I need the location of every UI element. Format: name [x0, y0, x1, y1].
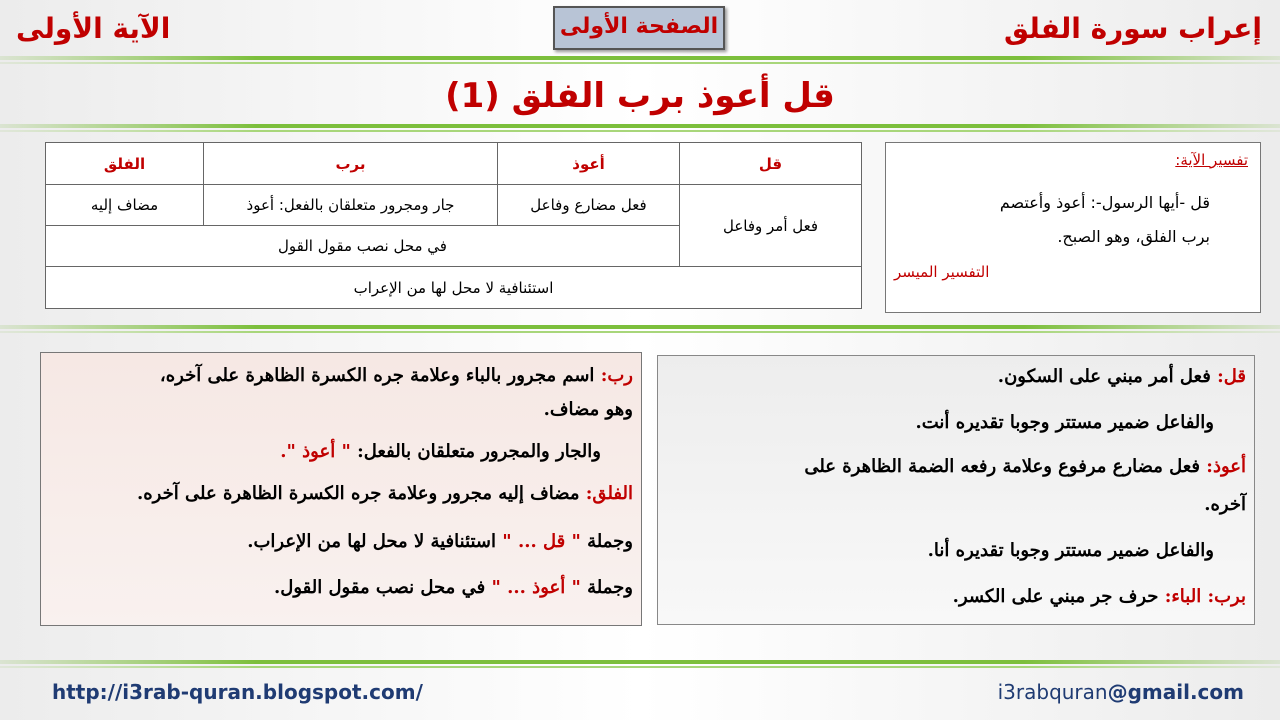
right-line-4: آخره. — [1204, 494, 1246, 515]
table-header-birabbi: برب — [204, 143, 498, 185]
tafsir-source: التفسير الميسر — [894, 263, 990, 281]
email-link[interactable] — [998, 680, 1244, 704]
left-line-1 — [160, 365, 633, 386]
tafsir-line-1: قل -أيها الرسول-: أعوذ وأعتصم — [999, 193, 1210, 212]
table-cell-istinaf: استئنافية لا محل لها من الإعراب — [46, 267, 862, 309]
blog-link[interactable]: http://i3rab-quran.blogspot.com/ — [52, 680, 423, 704]
table-cell-aoodhu: فعل مضارع وفاعل — [498, 185, 680, 226]
right-line-2: والفاعل ضمير مستتر وجوبا تقديره أنت. — [915, 412, 1214, 433]
divider-verse-thin — [0, 130, 1280, 132]
right-line-3 — [804, 456, 1246, 477]
surah-title: إعراب سورة الفلق — [1003, 12, 1262, 45]
left-line-6 — [274, 577, 633, 598]
divider-bottom — [0, 660, 1280, 664]
right-line-5: والفاعل ضمير مستتر وجوبا تقديره أنا. — [927, 540, 1214, 561]
right-key-qul: قل: — [1217, 366, 1246, 387]
left-line-5 — [247, 531, 633, 552]
right-text-6: حرف جر مبني على الكسر. — [952, 586, 1165, 607]
left-quote-aoodhu-2: " أعوذ ... " — [491, 577, 581, 598]
right-line-1 — [998, 366, 1246, 387]
left-key-rabb: رب: — [600, 365, 633, 386]
irab-panel-right — [657, 355, 1255, 625]
divider-top-thin — [0, 62, 1280, 64]
verse-title: قل أعوذ برب الفلق (1) — [445, 76, 835, 116]
right-key-aoodhu: أعوذ: — [1206, 456, 1246, 477]
left-text-4: مضاف إليه مجرور وعلامة جره الكسرة الظاهرة على آخره. — [136, 483, 586, 504]
table-cell-alfalaq: مضاف إليه — [46, 185, 204, 226]
divider-middle-thin — [0, 331, 1280, 333]
right-text-3: فعل مضارع مرفوع وعلامة رفعه الضمة الظاهرة على — [804, 456, 1207, 477]
table-header-aoodhu: أعوذ — [498, 143, 680, 185]
divider-bottom-thin — [0, 666, 1280, 668]
left-line-3 — [280, 441, 601, 462]
left-text-5b: استئنافية لا محل لها من الإعراب. — [247, 531, 503, 552]
right-text-1: فعل أمر مبني على السكون. — [997, 366, 1218, 387]
left-quote-aoodhu: " أعوذ ". — [280, 441, 351, 462]
left-text-6b: في محل نصب مقول القول. — [273, 577, 492, 598]
irab-table — [45, 142, 862, 309]
email-domain: @gmail.com — [1107, 680, 1244, 704]
table-cell-maqul: في محل نصب مقول القول — [46, 226, 680, 267]
left-text-6a: وجملة — [580, 577, 633, 598]
tafsir-line-2: برب الفلق، وهو الصبح. — [1057, 227, 1210, 246]
left-key-alfalaq: الفلق: — [585, 483, 633, 504]
left-line-2: وهو مضاف. — [543, 399, 633, 420]
irab-panel-left — [40, 352, 642, 626]
email-user: i3rabquran — [997, 680, 1108, 704]
left-text-3: والجار والمجرور متعلقان بالفعل: — [350, 441, 601, 462]
divider-verse — [0, 124, 1280, 128]
tafsir-box — [885, 142, 1261, 313]
table-cell-qul: فعل أمر وفاعل — [680, 185, 862, 267]
left-text-1: اسم مجرور بالباء وعلامة جره الكسرة الظاهرة على آخره، — [159, 365, 601, 386]
left-line-4 — [137, 483, 633, 504]
table-header-qul: قل — [680, 143, 862, 185]
divider-middle — [0, 325, 1280, 329]
left-text-5a: وجملة — [580, 531, 633, 552]
divider-top — [0, 56, 1280, 60]
left-quote-qul: " قل ... " — [502, 531, 581, 552]
right-line-6 — [953, 586, 1246, 607]
tafsir-label: تفسير الآية: — [1175, 151, 1248, 169]
right-key-birabbi: برب: الباء: — [1164, 586, 1246, 607]
page-label-button[interactable]: الصفحة الأولى — [553, 6, 725, 50]
ayah-label: الآية الأولى — [16, 12, 171, 45]
table-header-alfalaq: الفلق — [46, 143, 204, 185]
table-cell-birabbi: جار ومجرور متعلقان بالفعل: أعوذ — [204, 185, 498, 226]
